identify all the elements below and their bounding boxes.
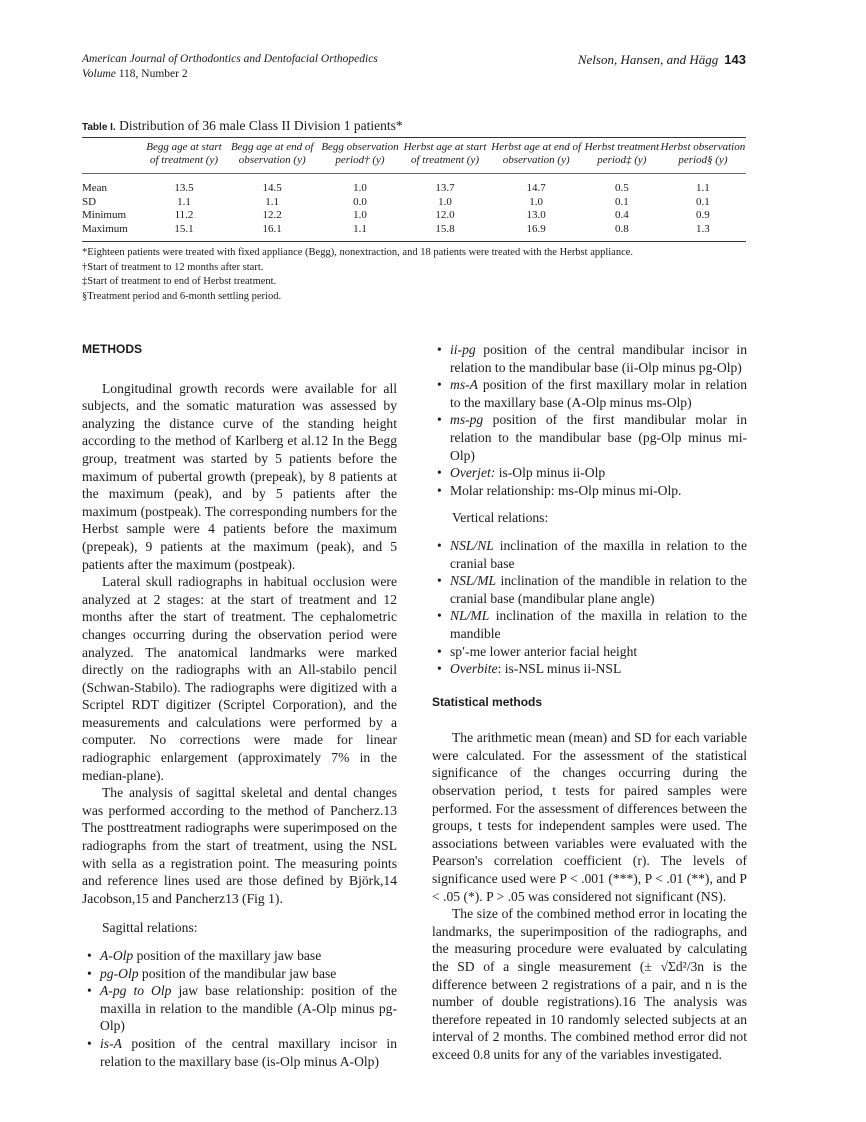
table-cell: 1.1 xyxy=(696,182,710,194)
table-row xyxy=(82,223,746,242)
table-cell: 13.5 xyxy=(174,182,194,194)
description: position of the maxillary jaw base xyxy=(133,948,322,963)
table-cell: 0.4 xyxy=(614,209,629,221)
table-row xyxy=(82,196,746,210)
authors: Nelson, Hansen, and Hägg xyxy=(577,52,719,67)
description: inclination of the maxilla in relation to the mandible xyxy=(450,608,747,641)
term: Overjet: xyxy=(450,465,496,481)
left-column xyxy=(82,341,397,1070)
table-caption xyxy=(82,118,746,134)
row-label: Minimum xyxy=(82,209,127,221)
section-heading-statistical: Statistical methods xyxy=(432,694,543,709)
paragraph: The size of the combined method error in locating the landmarks, the superimposition of the radiographs, and the measuring procedure were evaluated by calculating the SD of a single measurement (± √Σd²/3n is the difference between 2 registrations of a pair, and n is the number of double registrations).16 The analysis was therefore repeated in 10 randomly selected subjects at an interval of 2 months. The combined method error did not exceed 0.8 units for any of the variables investigated. xyxy=(432,906,747,1062)
list-item xyxy=(432,411,747,464)
column-header: Begg age at start of treatment (y) xyxy=(142,138,226,174)
table-cell: 15.8 xyxy=(435,222,455,235)
page-number: 143 xyxy=(724,52,746,67)
table-cell: 13.0 xyxy=(526,209,546,221)
footnote: ‡Start of treatment to end of Herbst treatment. xyxy=(82,276,277,287)
description: Molar relationship: ms-Olp minus mi-Olp. xyxy=(450,482,682,498)
column-header: Herbst treatment period‡ (y) xyxy=(584,138,660,174)
journal-title: American Journal of Orthodontics and Dentofacial Orthopedics xyxy=(82,53,378,65)
volume-label: Volume xyxy=(82,68,116,80)
term: ms-A xyxy=(450,377,478,393)
column-header: Herbst observation period§ (y) xyxy=(660,138,746,174)
table-row xyxy=(82,174,746,196)
list-item xyxy=(432,376,747,411)
sagittal-list-cont xyxy=(432,341,747,499)
list-item xyxy=(432,482,747,500)
row-label: Mean xyxy=(82,182,108,194)
subheading-sagittal: Sagittal relations: xyxy=(102,920,198,936)
table-cell: 1.0 xyxy=(438,195,452,208)
table-title: Distribution of 36 male Class II Division 1 patients* xyxy=(119,118,403,133)
term: ms-pg xyxy=(450,412,484,428)
list-item xyxy=(432,537,747,572)
term: NL/ML xyxy=(450,608,490,624)
list-item xyxy=(82,982,397,1035)
table-cell: 16.1 xyxy=(262,222,282,235)
distribution-table xyxy=(82,137,746,242)
description: position of the first maxillary molar in relation to the maxillary base (A-Olp minus ms-Olp) xyxy=(450,377,747,410)
table-cell: 16.9 xyxy=(526,222,546,235)
footnote: *Eighteen patients were treated with fixed appliance (Begg), nonextraction, and 18 patients were treated with the Herbst appliance. xyxy=(82,247,634,258)
table-cell: 0.1 xyxy=(696,195,710,208)
table-cell: 1.1 xyxy=(353,222,367,235)
list-item xyxy=(432,643,747,661)
column-header: Herbst age at end of observation (y) xyxy=(488,138,583,174)
table-cell: 14.5 xyxy=(262,182,282,194)
table-cell: 13.7 xyxy=(435,182,455,194)
description: is-Olp minus ii-Olp xyxy=(495,465,606,481)
table-cell: 1.0 xyxy=(353,209,367,221)
table-label: Table I. xyxy=(82,122,116,133)
table-cell: 12.2 xyxy=(262,209,282,221)
description: inclination of the mandible in relation to the cranial base (mandibular plane angle) xyxy=(450,573,747,606)
description: position of the central mandibular incisor in relation to the mandibular base (ii-Olp minus pg-Olp) xyxy=(450,342,747,375)
paragraph: The analysis of sagittal skeletal and dental changes was performed according to the method of Pancherz.13 The posttreatment radiographs were superimposed on the radiographs from the start of treatment, using the NSL with sella as a registration point. The measuring points and reference lines used are those defined by Björk,14 Jacobson,15 and Pancherz13 (Fig 1). xyxy=(82,785,397,906)
table-cell: 0.0 xyxy=(353,195,367,208)
description: sp′-me lower anterior facial height xyxy=(450,643,638,659)
paragraph: Lateral skull radiographs in habitual occlusion were analyzed at 2 stages: at the start of treatment and 12 months after the start of treatment. The cephalometric changes occurring during the observation period were analyzed. The anatomical landmarks were marked directly on the radiographs with an All-stabilo pencil (Schwan-Stabilo). The radiographs were digitized with a Scriptel RDT digitizer (Scriptel Corporation), and the measurements and calculations were performed by a computer. No corrections were made for linear radiographic enlargement (approximately 7% in the median-plane). xyxy=(82,574,397,783)
term: Overbite xyxy=(450,661,498,677)
description: position of the central maxillary incisor in relation to the maxillary base (is-Olp minus A-Olp) xyxy=(100,1035,397,1069)
description: inclination of the maxilla in relation to the cranial base xyxy=(450,537,747,571)
table-cell: 1.0 xyxy=(529,195,544,208)
term: NSL/ML xyxy=(450,573,497,589)
table-cell: 14.7 xyxy=(526,182,546,194)
footnote: †Start of treatment to 12 months after start. xyxy=(82,261,264,273)
term: A-pg to Olp xyxy=(100,983,172,999)
description: jaw base relationship: position of the maxilla in relation to the mandible (A-Olp minus pg-Olp) xyxy=(100,983,397,1034)
description: : is-NSL minus ii-NSL xyxy=(497,661,622,677)
term: A-Olp xyxy=(100,948,134,963)
table-row xyxy=(82,209,746,223)
table-cell: 11.2 xyxy=(174,209,194,221)
term: is-A xyxy=(100,1035,122,1051)
term: pg-Olp xyxy=(100,965,139,981)
row-label: SD xyxy=(82,195,97,208)
section-heading-methods: METHODS xyxy=(82,342,142,356)
volume-number: 118, Number 2 xyxy=(118,68,188,80)
term: ii-pg xyxy=(450,342,476,357)
subheading-vertical: Vertical relations: xyxy=(452,510,549,526)
running-header-right xyxy=(578,52,746,67)
table-footnotes xyxy=(82,246,746,304)
list-item xyxy=(82,965,397,983)
paragraph: Longitudinal growth records were available for all subjects, and the somatic maturation was assessed by analyzing the distance curve of the standing height according to the method of Karlberg et al.12 In the Begg group, treatment was started by 5 patients before the maximum of pubertal growth (prepeak), by 8 patients at the maximum (peak), and by 5 patients after the maximum (postpeak). The corresponding numbers for the Herbst sample were 4 patients before the maximum (prepeak), 9 patients at the maximum (peak), and 5 patients after the maximum (postpeak). xyxy=(82,380,397,572)
table-cell: 1.1 xyxy=(177,195,191,208)
table-cell: 0.9 xyxy=(696,209,710,221)
row-label-header xyxy=(82,138,142,174)
column-header: Begg observation period† (y) xyxy=(318,138,401,174)
footnote: §Treatment period and 6-month settling period. xyxy=(82,290,282,302)
sagittal-list xyxy=(82,947,397,1070)
right-column xyxy=(432,341,747,1064)
table-cell: 1.1 xyxy=(265,195,280,208)
list-item xyxy=(432,572,747,607)
vertical-list xyxy=(432,537,747,678)
table-cell: 0.8 xyxy=(614,222,629,235)
list-item xyxy=(432,607,747,642)
list-item xyxy=(82,1035,397,1070)
paragraph: The arithmetic mean (mean) and SD for each variable were calculated. For the assessment of the statistical significance of the changes occurring during the observation period, t tests for paired samples were performed. For the assessment of differences between the groups, t tests for independent samples were used. The associations between variables were evaluated with the Pearson's correlation coefficient (r). The levels of significance used were P < .001 (***), P < .01 (**), and P < .05 (*). P > .05 was considered not significant (NS). xyxy=(432,730,747,904)
list-item xyxy=(432,341,747,376)
table-cell: 15.1 xyxy=(174,222,194,235)
column-header: Begg age at end of observation (y) xyxy=(226,138,318,174)
description: position of the first mandibular molar in relation to the mandibular base (pg-Olp minus mi-Olp) xyxy=(450,412,747,463)
description: position of the mandibular jaw base xyxy=(138,965,337,981)
table-cell: 0.5 xyxy=(614,182,629,194)
table-cell: 1.0 xyxy=(353,182,367,194)
term: NSL/NL xyxy=(450,537,494,553)
table-cell: 0.1 xyxy=(614,195,629,208)
table-cell: 1.3 xyxy=(696,222,710,235)
list-item xyxy=(432,660,747,678)
row-label: Maximum xyxy=(82,222,128,235)
running-header-left xyxy=(82,52,378,82)
column-header: Herbst age at start of treatment (y) xyxy=(402,138,489,174)
list-item xyxy=(82,947,397,965)
table-1 xyxy=(82,118,746,304)
table-cell: 12.0 xyxy=(435,209,455,221)
list-item xyxy=(432,464,747,482)
